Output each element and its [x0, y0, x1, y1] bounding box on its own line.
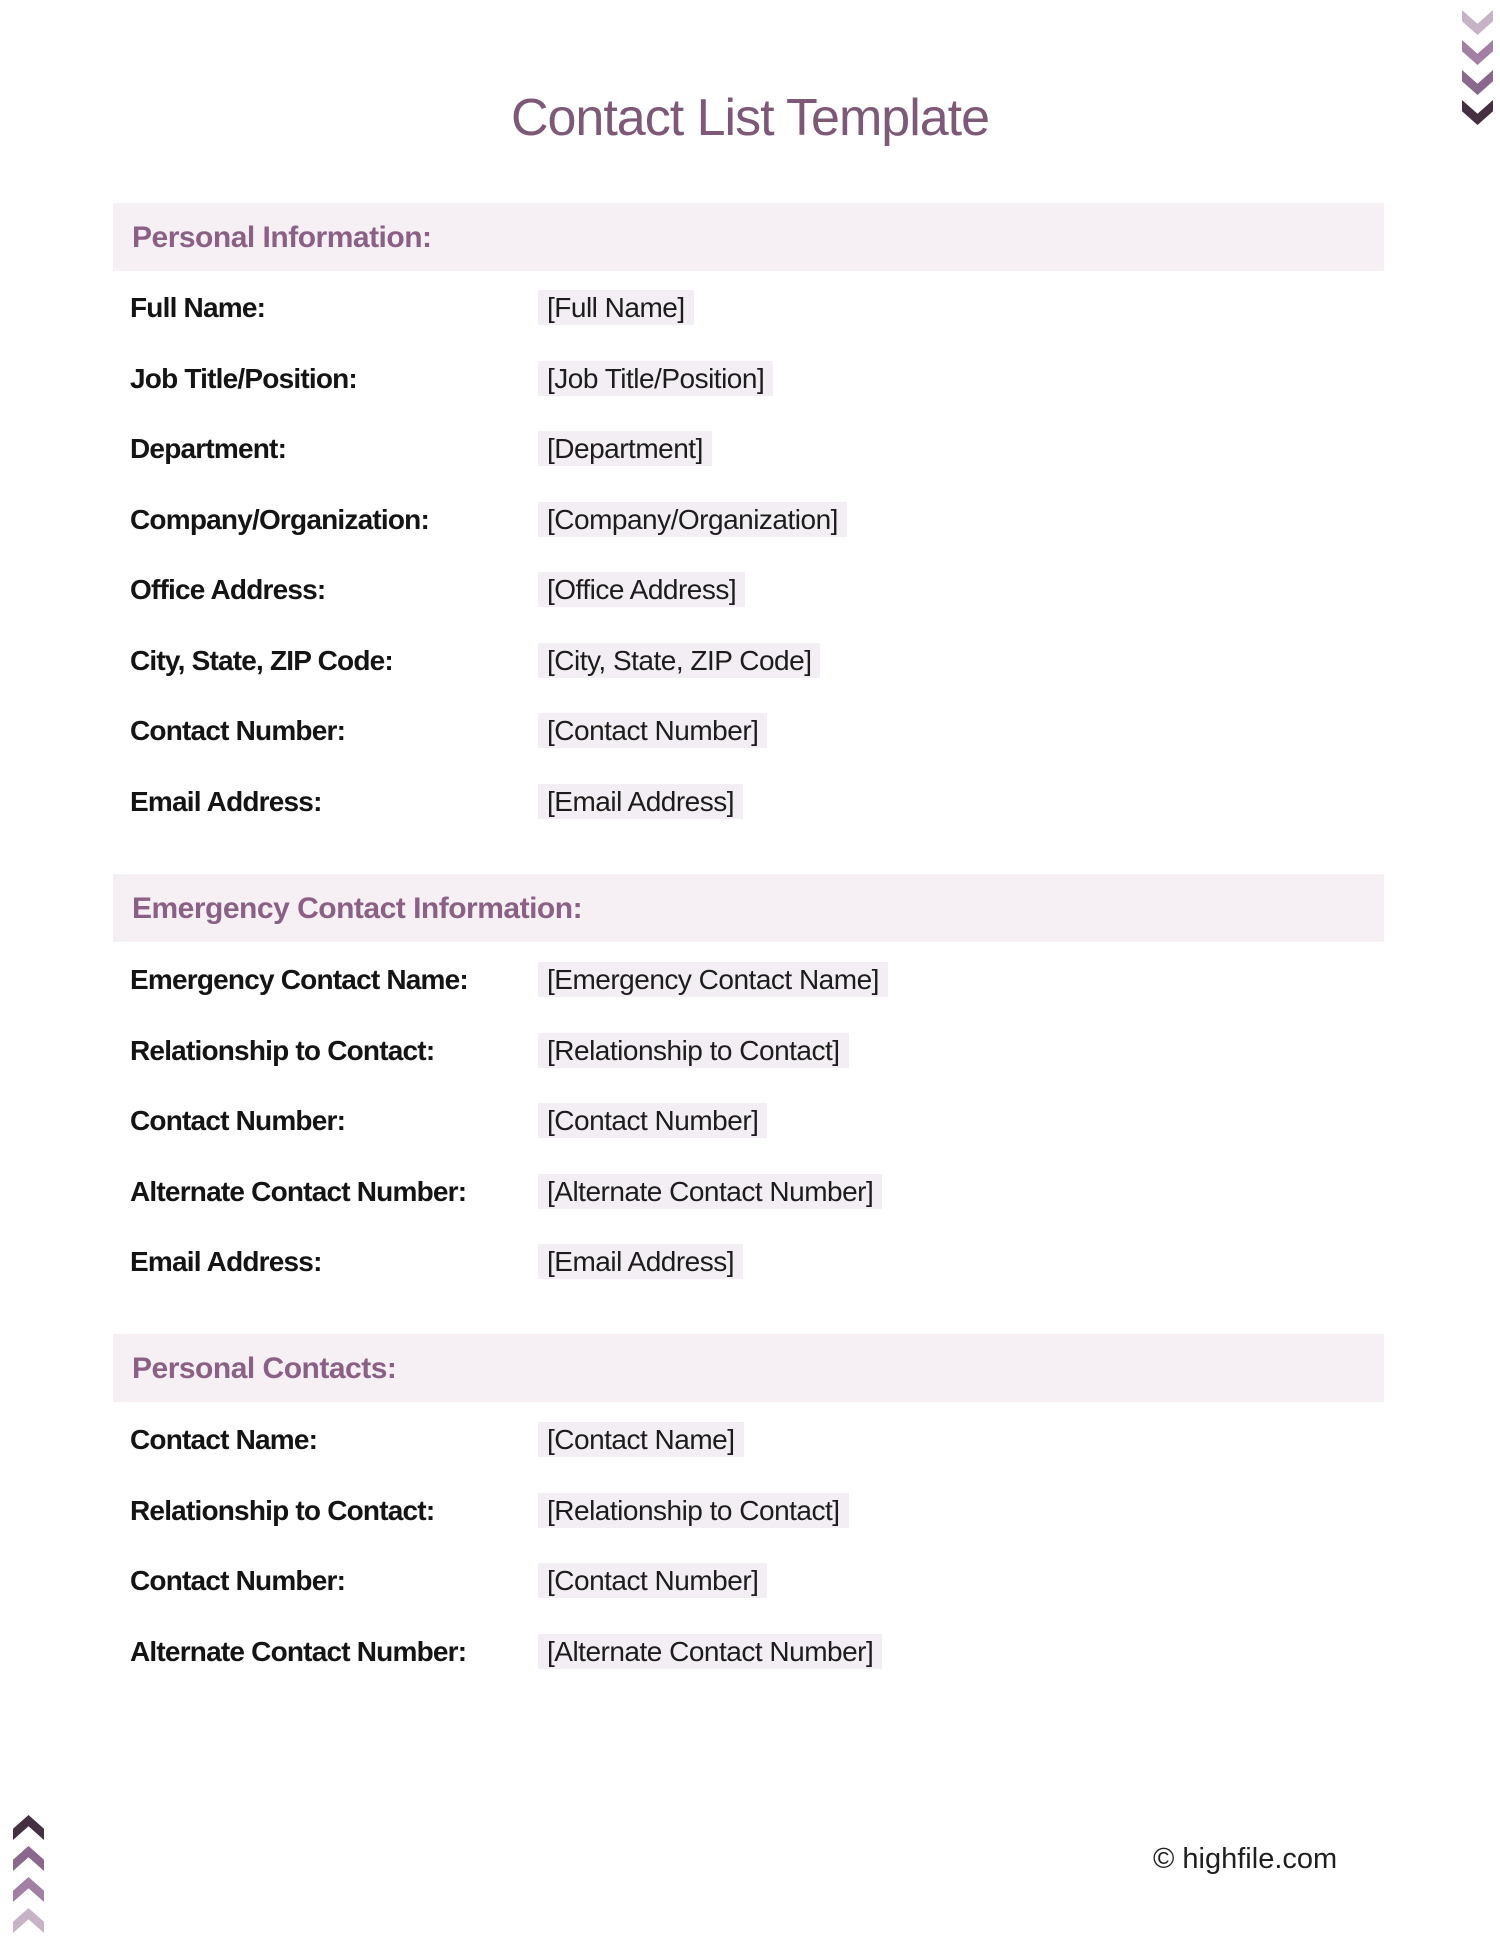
field-label: Contact Number: [130, 1565, 346, 1596]
section-heading: Personal Contacts: [132, 1352, 397, 1385]
section-band-emergency-contact [113, 874, 1384, 942]
section-band-personal-contacts [113, 1334, 1384, 1402]
field-value-placeholder[interactable]: [Department] [538, 431, 712, 466]
field-value-placeholder[interactable]: [Emergency Contact Name] [538, 962, 888, 997]
field-row [0, 502, 1500, 537]
field-value-placeholder[interactable]: [Office Address] [538, 572, 745, 607]
field-value-placeholder[interactable]: [Alternate Contact Number] [538, 1634, 882, 1669]
field-label: Relationship to Contact: [130, 1495, 435, 1526]
field-row [0, 784, 1500, 819]
field-label: City, State, ZIP Code: [130, 645, 393, 676]
field-row [0, 1563, 1500, 1598]
field-value-placeholder[interactable]: [Contact Name] [538, 1422, 744, 1457]
field-value-placeholder[interactable]: [Contact Number] [538, 713, 767, 748]
chevron-up-icon [13, 1908, 44, 1933]
field-row [0, 1422, 1500, 1457]
field-label: Alternate Contact Number: [130, 1176, 467, 1207]
field-label: Contact Number: [130, 715, 346, 746]
chevron-down-icon [1462, 40, 1493, 65]
chevron-up-icon [13, 1846, 44, 1871]
field-label: Contact Name: [130, 1424, 318, 1455]
field-label: Email Address: [130, 1246, 322, 1277]
field-value-placeholder[interactable]: [Alternate Contact Number] [538, 1174, 882, 1209]
bottom-left-chevrons-decoration [13, 1815, 44, 1933]
field-row [0, 572, 1500, 607]
field-row [0, 643, 1500, 678]
chevron-up-icon [13, 1815, 44, 1840]
field-row [0, 713, 1500, 748]
field-value-placeholder[interactable]: [City, State, ZIP Code] [538, 643, 820, 678]
field-value-placeholder[interactable]: [Email Address] [538, 1244, 743, 1279]
field-label: Email Address: [130, 786, 322, 817]
field-label: Office Address: [130, 574, 326, 605]
field-value-placeholder[interactable]: [Job Title/Position] [538, 361, 773, 396]
field-row [0, 1634, 1500, 1669]
field-label: Relationship to Contact: [130, 1035, 435, 1066]
field-label: Alternate Contact Number: [130, 1636, 467, 1667]
field-label: Emergency Contact Name: [130, 964, 468, 995]
field-value-placeholder[interactable]: [Relationship to Contact] [538, 1033, 849, 1068]
field-value-placeholder[interactable]: [Relationship to Contact] [538, 1493, 849, 1528]
field-label: Company/Organization: [130, 504, 429, 535]
section-heading: Personal Information: [132, 221, 432, 254]
section-heading: Emergency Contact Information: [132, 892, 583, 925]
field-value-placeholder[interactable]: [Company/Organization] [538, 502, 847, 537]
field-value-placeholder[interactable]: [Contact Number] [538, 1103, 767, 1138]
field-value-placeholder[interactable]: [Contact Number] [538, 1563, 767, 1598]
field-label: Department: [130, 433, 287, 464]
chevron-up-icon [13, 1877, 44, 1902]
field-row [0, 361, 1500, 396]
field-row [0, 290, 1500, 325]
field-row [0, 431, 1500, 466]
field-row [0, 1493, 1500, 1528]
page-title: Contact List Template [510, 89, 990, 147]
field-label: Full Name: [130, 292, 266, 323]
field-value-placeholder[interactable]: [Full Name] [538, 290, 694, 325]
field-label: Contact Number: [130, 1105, 346, 1136]
section-band-personal-information [113, 203, 1384, 271]
footer-copyright: © highfile.com [1153, 1843, 1338, 1875]
field-row [0, 1244, 1500, 1279]
field-row [0, 962, 1500, 997]
chevron-down-icon [1462, 10, 1493, 35]
field-value-placeholder[interactable]: [Email Address] [538, 784, 743, 819]
field-row [0, 1033, 1500, 1068]
field-label: Job Title/Position: [130, 363, 357, 394]
field-row [0, 1103, 1500, 1138]
field-row [0, 1174, 1500, 1209]
